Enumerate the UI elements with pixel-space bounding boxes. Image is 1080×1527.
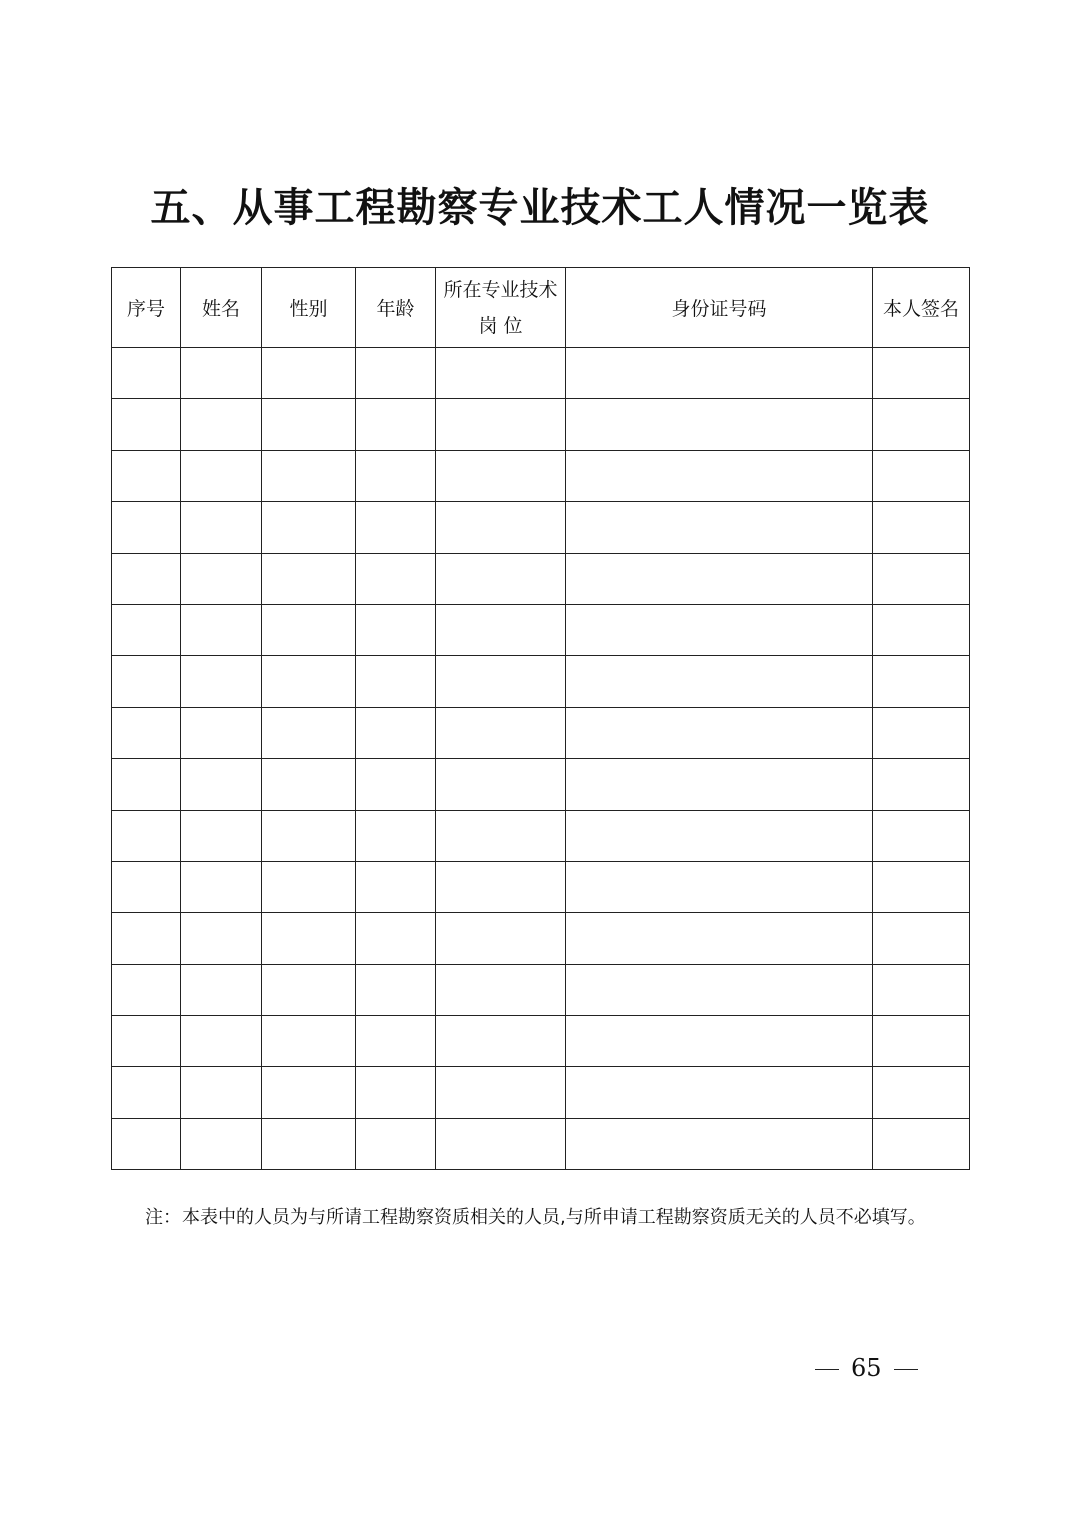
cell-position [436, 348, 566, 399]
cell-index [112, 450, 181, 501]
cell-signature [873, 1118, 970, 1169]
cell-gender [262, 1118, 356, 1169]
header-gender: 性别 [262, 268, 356, 348]
cell-index [112, 348, 181, 399]
cell-age [356, 707, 436, 758]
cell-signature [873, 502, 970, 553]
cell-index [112, 861, 181, 912]
cell-index [112, 502, 181, 553]
cell-name [181, 348, 262, 399]
cell-name [181, 553, 262, 604]
cell-name [181, 656, 262, 707]
cell-index [112, 707, 181, 758]
cell-age [356, 1067, 436, 1118]
cell-index [112, 759, 181, 810]
cell-position [436, 399, 566, 450]
cell-name [181, 964, 262, 1015]
page-number-right-dash [894, 1369, 918, 1370]
cell-position [436, 964, 566, 1015]
cell-gender [262, 759, 356, 810]
cell-index [112, 810, 181, 861]
table-row [112, 913, 970, 964]
cell-signature [873, 810, 970, 861]
cell-position [436, 1118, 566, 1169]
cell-age [356, 399, 436, 450]
cell-signature [873, 604, 970, 655]
cell-gender [262, 810, 356, 861]
cell-name [181, 861, 262, 912]
cell-position [436, 656, 566, 707]
cell-gender [262, 1016, 356, 1067]
header-id-number: 身份证号码 [566, 268, 873, 348]
cell-position [436, 707, 566, 758]
note-label: 注： [145, 1207, 181, 1228]
page-number [815, 1354, 918, 1382]
cell-id-number [566, 450, 873, 501]
table-row [112, 399, 970, 450]
cell-signature [873, 861, 970, 912]
cell-age [356, 964, 436, 1015]
cell-id-number [566, 810, 873, 861]
table-row [112, 553, 970, 604]
cell-age [356, 502, 436, 553]
cell-gender [262, 450, 356, 501]
cell-index [112, 913, 181, 964]
cell-age [356, 1016, 436, 1067]
cell-age [356, 450, 436, 501]
cell-signature [873, 1016, 970, 1067]
cell-index [112, 964, 181, 1015]
cell-signature [873, 913, 970, 964]
header-signature: 本人签名 [873, 268, 970, 348]
cell-gender [262, 913, 356, 964]
cell-index [112, 1118, 181, 1169]
table-body [112, 348, 970, 1170]
cell-name [181, 450, 262, 501]
cell-signature [873, 450, 970, 501]
cell-age [356, 1118, 436, 1169]
cell-index [112, 656, 181, 707]
cell-name [181, 1118, 262, 1169]
cell-age [356, 810, 436, 861]
table-row [112, 1016, 970, 1067]
cell-signature [873, 348, 970, 399]
cell-position [436, 1016, 566, 1067]
table-note [145, 1202, 960, 1233]
cell-position [436, 1067, 566, 1118]
cell-name [181, 399, 262, 450]
cell-gender [262, 707, 356, 758]
cell-gender [262, 1067, 356, 1118]
worker-roster-table [111, 267, 970, 1170]
page-title: 五、从事工程勘察专业技术工人情况一览表 [150, 184, 930, 231]
header-position-line1: 所在专业技术 [443, 278, 558, 301]
cell-position [436, 604, 566, 655]
table-row [112, 656, 970, 707]
cell-signature [873, 656, 970, 707]
table-header-row [112, 268, 970, 348]
cell-id-number [566, 964, 873, 1015]
cell-gender [262, 861, 356, 912]
cell-name [181, 1067, 262, 1118]
cell-gender [262, 656, 356, 707]
table-row [112, 450, 970, 501]
cell-id-number [566, 1118, 873, 1169]
cell-age [356, 913, 436, 964]
cell-position [436, 913, 566, 964]
table-row [112, 502, 970, 553]
cell-id-number [566, 913, 873, 964]
cell-signature [873, 1067, 970, 1118]
cell-name [181, 707, 262, 758]
cell-index [112, 1016, 181, 1067]
cell-id-number [566, 707, 873, 758]
cell-name [181, 759, 262, 810]
cell-gender [262, 399, 356, 450]
cell-id-number [566, 604, 873, 655]
cell-gender [262, 553, 356, 604]
header-position-line2: 岗 位 [478, 314, 523, 337]
cell-index [112, 604, 181, 655]
cell-name [181, 604, 262, 655]
header-position [436, 268, 566, 348]
cell-position [436, 553, 566, 604]
cell-gender [262, 964, 356, 1015]
cell-gender [262, 348, 356, 399]
table-row [112, 810, 970, 861]
cell-id-number [566, 348, 873, 399]
header-index: 序号 [112, 268, 181, 348]
cell-age [356, 861, 436, 912]
cell-name [181, 502, 262, 553]
cell-id-number [566, 399, 873, 450]
header-age: 年龄 [356, 268, 436, 348]
cell-age [356, 348, 436, 399]
cell-position [436, 861, 566, 912]
page-number-left-dash [815, 1369, 839, 1370]
table-row [112, 604, 970, 655]
table-row [112, 964, 970, 1015]
cell-id-number [566, 1016, 873, 1067]
cell-id-number [566, 502, 873, 553]
cell-signature [873, 399, 970, 450]
cell-name [181, 810, 262, 861]
cell-name [181, 1016, 262, 1067]
cell-index [112, 399, 181, 450]
cell-signature [873, 964, 970, 1015]
table-row [112, 759, 970, 810]
cell-index [112, 1067, 181, 1118]
cell-position [436, 502, 566, 553]
cell-gender [262, 604, 356, 655]
cell-signature [873, 707, 970, 758]
cell-position [436, 810, 566, 861]
table-row [112, 707, 970, 758]
cell-id-number [566, 553, 873, 604]
page-number-value: 65 [851, 1354, 882, 1382]
cell-gender [262, 502, 356, 553]
cell-id-number [566, 759, 873, 810]
header-name: 姓名 [181, 268, 262, 348]
cell-name [181, 913, 262, 964]
cell-position [436, 450, 566, 501]
cell-position [436, 759, 566, 810]
cell-age [356, 656, 436, 707]
cell-index [112, 553, 181, 604]
table-row [112, 1067, 970, 1118]
cell-id-number [566, 861, 873, 912]
cell-id-number [566, 1067, 873, 1118]
cell-signature [873, 759, 970, 810]
cell-age [356, 759, 436, 810]
note-text: 本表中的人员为与所请工程勘察资质相关的人员,与所申请工程勘察资质无关的人员不必填写。 [182, 1207, 926, 1228]
table-row [112, 1118, 970, 1169]
cell-age [356, 604, 436, 655]
cell-signature [873, 553, 970, 604]
cell-age [356, 553, 436, 604]
cell-id-number [566, 656, 873, 707]
table-row [112, 348, 970, 399]
table-row [112, 861, 970, 912]
